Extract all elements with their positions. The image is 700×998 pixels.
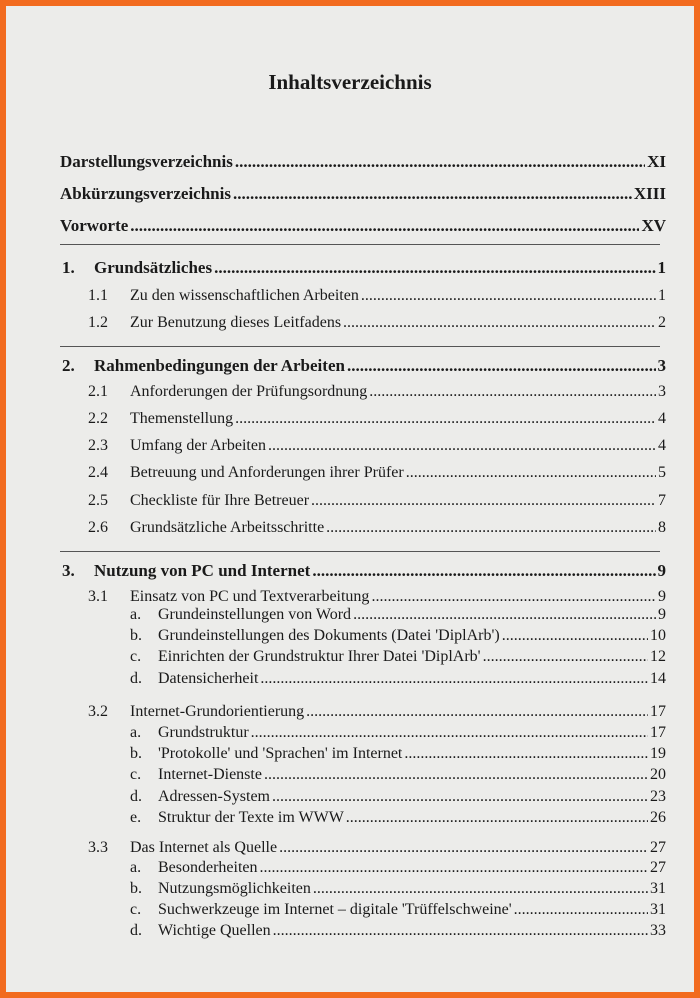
toc-entry — [88, 314, 666, 332]
toc-entry-title: Grundstruktur — [158, 724, 249, 741]
toc-entry — [88, 519, 666, 537]
toc-entry — [60, 152, 666, 172]
toc-entry-number: a. — [130, 606, 142, 623]
toc-entry-page: 27 — [650, 859, 666, 876]
toc-entry-page: 2 — [658, 314, 666, 331]
section-divider — [60, 346, 660, 347]
dot-leader — [343, 314, 656, 332]
toc-entry-number: 2.5 — [88, 492, 108, 509]
dot-leader — [264, 766, 648, 784]
toc-entry-page: 31 — [650, 901, 666, 918]
dot-leader — [406, 464, 656, 482]
toc-entry — [130, 922, 666, 940]
toc-entry-number: c. — [130, 901, 142, 918]
toc-entry — [130, 606, 666, 624]
toc-entry-number: b. — [130, 627, 142, 644]
toc-entry-title: Das Internet als Quelle — [130, 839, 278, 856]
toc-entry-number: 1.1 — [88, 287, 108, 304]
toc-entry-page: 20 — [650, 766, 666, 783]
dot-leader — [279, 839, 648, 857]
dot-leader — [268, 437, 656, 455]
toc-entry-page: 17 — [650, 703, 666, 720]
toc-entry-page: 31 — [650, 880, 666, 897]
document-page — [6, 6, 694, 992]
toc-entry-title: Themenstellung — [130, 410, 234, 427]
dot-leader — [483, 648, 648, 666]
toc-entry-title: Checkliste für Ihre Betreuer — [130, 492, 310, 509]
toc-entry-number: 2. — [62, 356, 75, 375]
toc-entry-title: Abkürzungsverzeichnis — [60, 184, 231, 203]
toc-entry-page: 27 — [650, 839, 666, 856]
toc-entry-number: 1. — [62, 258, 75, 277]
toc-entry — [130, 627, 666, 645]
toc-entry — [88, 437, 666, 455]
dot-leader — [353, 606, 656, 624]
toc-entry-number: b. — [130, 745, 142, 762]
toc-entry-page: XV — [641, 216, 666, 235]
dot-leader — [251, 724, 648, 742]
toc-entry-page: 8 — [658, 519, 666, 536]
toc-entry-title: Grundsätzliche Arbeitsschritte — [130, 519, 325, 536]
dot-leader — [260, 859, 648, 877]
toc-entry — [130, 648, 666, 666]
toc-entry-page: 17 — [650, 724, 666, 741]
dot-leader — [346, 809, 648, 827]
toc-entry-title: Grundeinstellungen des Dokuments (Datei 'DiplArb') — [158, 627, 500, 644]
toc-entry-number: a. — [130, 724, 142, 741]
toc-entry — [62, 356, 666, 376]
dot-leader — [233, 184, 632, 204]
toc-entry-title: Vorworte — [60, 216, 129, 235]
toc-entry-number: 3.2 — [88, 703, 108, 720]
dot-leader — [361, 287, 656, 305]
toc-entry — [130, 766, 666, 784]
section-divider — [60, 244, 660, 245]
toc-entry — [130, 880, 666, 898]
toc-entry — [88, 492, 666, 510]
toc-entry-page: 26 — [650, 809, 666, 826]
toc-entry-title: Einsatz von PC und Textverarbeitung — [130, 588, 370, 605]
toc-entry-number: 3. — [62, 561, 75, 580]
toc-entry-title: Suchwerkzeuge im Internet – digitale 'Trüffelschweine' — [158, 901, 512, 918]
dot-leader — [260, 670, 648, 688]
toc-entry-page: 1 — [658, 287, 666, 304]
toc-entry — [130, 788, 666, 806]
toc-entry-title: Internet-Dienste — [158, 766, 262, 783]
toc-entry-number: c. — [130, 766, 142, 783]
toc-entry-number: e. — [130, 809, 142, 826]
dot-leader — [369, 383, 656, 401]
toc-entry-number: a. — [130, 859, 142, 876]
page-title: Inhaltsverzeichnis — [268, 70, 432, 94]
toc-entry-number: 2.2 — [88, 410, 108, 427]
toc-entry-title: Struktur der Texte im WWW — [158, 809, 344, 826]
dot-leader — [347, 356, 656, 376]
toc-entry-title: Internet-Grundorientierung — [130, 703, 305, 720]
toc-entry-title: Grundeinstellungen von Word — [158, 606, 352, 623]
dot-leader — [311, 492, 656, 510]
toc-entry — [88, 703, 666, 721]
toc-entry-number: 2.4 — [88, 464, 108, 481]
toc-entry — [60, 184, 666, 204]
toc-entry-page: XI — [647, 152, 666, 171]
toc-entry-page: XIII — [633, 184, 666, 203]
dot-leader — [273, 922, 648, 940]
toc-entry-number: 2.3 — [88, 437, 108, 454]
toc-entry — [130, 724, 666, 742]
toc-entry — [88, 588, 666, 606]
toc-entry-page: 9 — [658, 606, 666, 623]
toc-entry-title: 'Protokolle' und 'Sprachen' im Internet — [158, 745, 403, 762]
toc-entry-number: c. — [130, 648, 142, 665]
toc-entry — [88, 464, 666, 482]
toc-entry-title: Wichtige Quellen — [158, 922, 271, 939]
dot-leader — [214, 258, 655, 278]
toc-entry-page: 19 — [650, 745, 666, 762]
toc-entry-page: 3 — [658, 383, 666, 400]
dot-leader — [514, 901, 648, 919]
toc-entry-page: 33 — [650, 922, 666, 939]
toc-entry — [130, 809, 666, 827]
toc-entry-number: 2.1 — [88, 383, 108, 400]
dot-leader — [235, 152, 645, 172]
toc-entry-title: Darstellungsverzeichnis — [60, 152, 233, 171]
toc-entry — [130, 859, 666, 877]
toc-entry-title: Nutzungsmöglichkeiten — [158, 880, 311, 897]
toc-entry-title: Grundsätzliches — [94, 258, 213, 277]
dot-leader — [502, 627, 648, 645]
toc-entry-title: Betreuung und Anforderungen ihrer Prüfer — [130, 464, 404, 481]
dot-leader — [306, 703, 648, 721]
toc-entry-number: d. — [130, 922, 142, 939]
toc-entry-title: Zu den wissenschaftlichen Arbeiten — [130, 287, 359, 304]
toc-entry — [88, 287, 666, 305]
toc-entry-page: 7 — [658, 492, 666, 509]
toc-entry-page: 3 — [657, 356, 666, 375]
toc-entry — [88, 383, 666, 401]
dot-leader — [272, 788, 648, 806]
dot-leader — [326, 519, 656, 537]
toc-entry-number: d. — [130, 788, 142, 805]
dot-leader — [404, 745, 648, 763]
toc-entry-number: 1.2 — [88, 314, 108, 331]
dot-leader — [312, 561, 655, 581]
dot-leader — [130, 216, 639, 236]
toc-entry-page: 14 — [650, 670, 666, 687]
toc-entry-page: 4 — [658, 410, 666, 427]
toc-entry-title: Datensicherheit — [158, 670, 259, 687]
toc-entry — [88, 410, 666, 428]
toc-entry — [62, 258, 666, 278]
toc-entry-title: Besonderheiten — [158, 859, 258, 876]
toc-entry — [130, 745, 666, 763]
toc-entry-title: Umfang der Arbeiten — [130, 437, 266, 454]
toc-entry-number: d. — [130, 670, 142, 687]
toc-entry-number: 3.3 — [88, 839, 108, 856]
toc-entry-page: 1 — [657, 258, 666, 277]
toc-entry — [60, 216, 666, 236]
toc-entry-page: 5 — [658, 464, 666, 481]
toc-entry-title: Zur Benutzung dieses Leitfadens — [130, 314, 342, 331]
toc-entry — [130, 670, 666, 688]
toc-entry-title: Adressen-System — [158, 788, 270, 805]
dot-leader — [371, 588, 656, 606]
dot-leader — [235, 410, 656, 428]
toc-entry-title: Anforderungen der Prüfungsordnung — [130, 383, 368, 400]
toc-entry-page: 4 — [658, 437, 666, 454]
section-divider — [60, 551, 660, 552]
toc-entry-page: 10 — [650, 627, 666, 644]
toc-entry — [88, 839, 666, 857]
toc-entry-number: 2.6 — [88, 519, 108, 536]
toc-entry-number: b. — [130, 880, 142, 897]
toc-entry-page: 23 — [650, 788, 666, 805]
toc-entry-page: 9 — [658, 588, 666, 605]
dot-leader — [313, 880, 648, 898]
toc-entry-page: 9 — [657, 561, 666, 580]
toc-entry-page: 12 — [650, 648, 666, 665]
toc-entry-title: Rahmenbedingungen der Arbeiten — [94, 356, 345, 375]
toc-entry-title: Einrichten der Grundstruktur Ihrer Datei 'DiplArb' — [158, 648, 481, 665]
toc-entry-number: 3.1 — [88, 588, 108, 605]
toc-entry — [130, 901, 666, 919]
toc-entry — [62, 561, 666, 581]
toc-entry-title: Nutzung von PC und Internet — [94, 561, 311, 580]
